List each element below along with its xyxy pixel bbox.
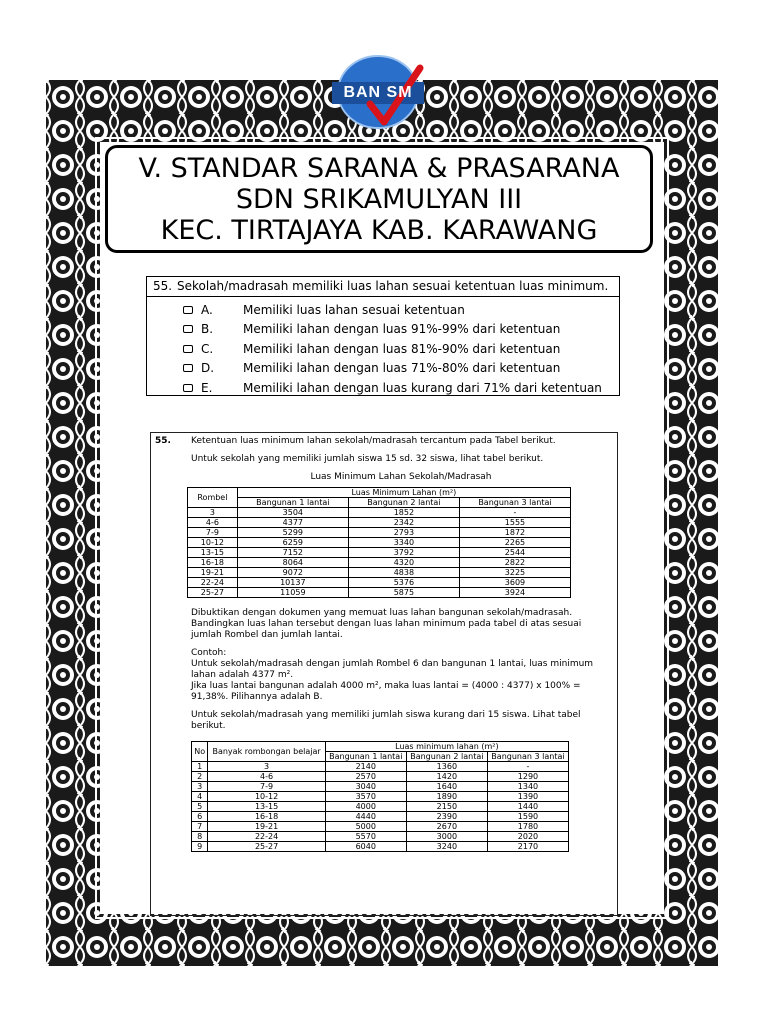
table-cell: 5 [192, 802, 208, 812]
table-cell: 25-27 [208, 842, 325, 852]
table-cell: 2140 [325, 762, 406, 772]
table-cell: 3040 [325, 782, 406, 792]
table-cell: 1360 [406, 762, 487, 772]
reference-paragraph-2: Untuk sekolah yang memiliki jumlah siswa 15 sd. 32 siswa, lihat tabel berikut. [191, 454, 544, 464]
title-line-3: KEC. TIRTAJAYA KAB. KARAWANG [160, 214, 598, 246]
option-b[interactable] [183, 320, 619, 340]
table-cell: 1 [192, 762, 208, 772]
table-cell: 1852 [348, 508, 459, 518]
title-line-1: V. STANDAR SARANA & PRASARANA [138, 152, 620, 184]
table-cell: 4-6 [208, 772, 325, 782]
example-text-2: Jika luas lantai bangunan adalah 4000 m², maka luas lantai = (4000 : 4377) x 100% = 91,38%. Pilihannya adalah B. [191, 681, 581, 702]
table-cell: 1590 [487, 812, 568, 822]
table-cell: 1440 [487, 802, 568, 812]
table-cell: 1420 [406, 772, 487, 782]
table-2-rombel-header: Banyak rombongan belajar [208, 742, 325, 762]
option-text: Memiliki luas lahan sesuai ketentuan [243, 302, 465, 317]
option-e[interactable] [183, 378, 619, 398]
table-cell: 5570 [325, 832, 406, 842]
table-cell: 8064 [237, 558, 348, 568]
table-cell: 10137 [237, 578, 348, 588]
checkbox-icon[interactable] [183, 325, 193, 333]
table-cell: 22-24 [188, 578, 238, 588]
table-cell: 2 [192, 772, 208, 782]
table-cell: 6259 [237, 538, 348, 548]
table-cell: 1555 [459, 518, 570, 528]
table-cell: - [459, 508, 570, 518]
table-row [192, 792, 569, 802]
table-cell: 5000 [325, 822, 406, 832]
reference-row [155, 608, 611, 739]
table-cell: 2822 [459, 558, 570, 568]
table-row [188, 568, 571, 578]
table-cell: 3609 [459, 578, 570, 588]
table-cell: 2570 [325, 772, 406, 782]
table-cell: 3000 [406, 832, 487, 842]
table-cell: 1890 [406, 792, 487, 802]
example-text-1: Untuk sekolah/madrasah dengan jumlah Rombel 6 dan bangunan 1 lantai, luas minimum lahan adalah 4377 m². [191, 659, 594, 680]
checkbox-icon[interactable] [183, 384, 193, 392]
table-1 [187, 487, 571, 598]
option-letter: D. [201, 361, 215, 376]
table-cell: 7-9 [188, 528, 238, 538]
table-cell: 7152 [237, 548, 348, 558]
table-row [192, 822, 569, 832]
option-d[interactable] [183, 359, 619, 379]
table-row [192, 782, 569, 792]
table-cell: 2150 [406, 802, 487, 812]
table-cell: 19-21 [208, 822, 325, 832]
table-cell: 3 [192, 782, 208, 792]
table-cell: 13-15 [208, 802, 325, 812]
table-cell: 1390 [487, 792, 568, 802]
table-row [192, 832, 569, 842]
checkbox-icon[interactable] [183, 345, 193, 353]
table-cell: 1340 [487, 782, 568, 792]
option-letter: B. [201, 322, 214, 337]
reference-body [191, 436, 611, 487]
table-1-col-header: Bangunan 2 lantai [348, 498, 459, 508]
option-letter: E. [201, 380, 213, 395]
option-text: Memiliki lahan dengan luas kurang dari 71% dari ketentuan [243, 380, 602, 395]
table-cell: 5875 [348, 588, 459, 598]
table-cell: 4320 [348, 558, 459, 568]
table-2-col-header: Bangunan 1 lantai [325, 752, 406, 762]
table-cell: 9 [192, 842, 208, 852]
table-cell: 4440 [325, 812, 406, 822]
table-cell: 1780 [487, 822, 568, 832]
table-row [188, 588, 571, 598]
table-cell: 5376 [348, 578, 459, 588]
table-row [188, 578, 571, 588]
table-2 [191, 741, 569, 852]
table-cell: 2544 [459, 548, 570, 558]
table-cell: 2390 [406, 812, 487, 822]
table-cell: 5299 [237, 528, 348, 538]
table-cell: 4377 [237, 518, 348, 528]
reference-paragraph-1: Ketentuan luas minimum lahan sekolah/madrasah tercantum pada Tabel berikut. [191, 436, 556, 446]
option-text: Memiliki lahan dengan luas 91%-99% dari ketentuan [243, 322, 561, 337]
table-row [192, 772, 569, 782]
table-cell: 13-15 [188, 548, 238, 558]
reference-body [191, 608, 611, 739]
question-box [146, 276, 620, 396]
table-cell: 1290 [487, 772, 568, 782]
question-text: Sekolah/madrasah memiliki luas lahan sesuai ketentuan luas minimum. [177, 279, 609, 293]
table-cell: 4838 [348, 568, 459, 578]
checkbox-icon[interactable] [183, 364, 193, 372]
question-number: 55. [153, 279, 173, 293]
table-row [188, 548, 571, 558]
table-2-col-header: Bangunan 3 lantai [487, 752, 568, 762]
table-cell: 9072 [237, 568, 348, 578]
table-cell: 3504 [237, 508, 348, 518]
table-cell: 3240 [406, 842, 487, 852]
logo-text: BAN SM [343, 84, 413, 101]
table-row [188, 538, 571, 548]
reference-paragraph-3: Dibuktikan dengan dokumen yang memuat luas lahan bangunan sekolah/madrasah. Bandingkan luas lahan tersebut dengan luas lahan minimum pada tabel di atas sesuai jumlah Rombel dan jumlah lantai. [191, 608, 582, 640]
table-cell: 8 [192, 832, 208, 842]
table-cell: 10-12 [208, 792, 325, 802]
table-cell: - [487, 762, 568, 772]
reference-paragraph-4: Untuk sekolah/madrasah yang memiliki jumlah siswa kurang dari 15 siswa. Lihat tabel berikut. [191, 710, 581, 731]
option-letter: A. [201, 302, 213, 317]
checkbox-icon[interactable] [183, 306, 193, 314]
spacer [155, 608, 191, 739]
table-cell: 2670 [406, 822, 487, 832]
table-1-col-header: Bangunan 1 lantai [237, 498, 348, 508]
option-a[interactable] [183, 300, 619, 320]
table-1-body [188, 508, 571, 598]
option-text: Memiliki lahan dengan luas 71%-80% dari ketentuan [243, 361, 561, 376]
table-row [188, 508, 571, 518]
table-cell: 11059 [237, 588, 348, 598]
table-2-col-header: Bangunan 2 lantai [406, 752, 487, 762]
option-text: Memiliki lahan dengan luas 81%-90% dari ketentuan [243, 341, 561, 356]
table-row [188, 528, 571, 538]
reference-number: 55. [155, 436, 171, 446]
reference-guide [150, 432, 618, 916]
table-cell: 3 [208, 762, 325, 772]
table-1-col-header: Bangunan 3 lantai [459, 498, 570, 508]
table-cell: 3225 [459, 568, 570, 578]
option-letter: C. [201, 341, 214, 356]
table-cell: 7-9 [208, 782, 325, 792]
option-c[interactable] [183, 339, 619, 359]
table-cell: 25-27 [188, 588, 238, 598]
table-cell: 2342 [348, 518, 459, 528]
table-1-caption: Luas Minimum Lahan Sekolah/Madrasah [310, 472, 492, 482]
table-row [188, 558, 571, 568]
question-header [147, 277, 619, 297]
table-2-body [192, 762, 569, 852]
table-cell: 3340 [348, 538, 459, 548]
question-options [147, 297, 619, 398]
table-2-no-header: No [192, 742, 208, 762]
table-cell: 19-21 [188, 568, 238, 578]
table-row [192, 842, 569, 852]
table-cell: 1640 [406, 782, 487, 792]
table-cell: 7 [192, 822, 208, 832]
table-cell: 4 [192, 792, 208, 802]
table-cell: 6 [192, 812, 208, 822]
table-cell: 4-6 [188, 518, 238, 528]
table-cell: 2020 [487, 832, 568, 842]
table-row [192, 812, 569, 822]
title-box [105, 145, 653, 253]
table-cell: 16-18 [208, 812, 325, 822]
example-label: Contoh: [191, 648, 227, 658]
table-cell: 3924 [459, 588, 570, 598]
ban-sm-logo [330, 52, 426, 130]
table-cell: 6040 [325, 842, 406, 852]
table-cell: 3570 [325, 792, 406, 802]
table-2-group-header: Luas minimum lahan (m²) [325, 742, 568, 752]
table-cell: 16-18 [188, 558, 238, 568]
table-cell: 1872 [459, 528, 570, 538]
table-cell: 2170 [487, 842, 568, 852]
table-row [192, 802, 569, 812]
table-cell: 10-12 [188, 538, 238, 548]
table-1-group-header: Luas Minimum Lahan (m²) [237, 488, 570, 498]
table-row [188, 518, 571, 528]
table-cell: 2793 [348, 528, 459, 538]
reference-row [155, 436, 611, 487]
table-cell: 22-24 [208, 832, 325, 842]
table-row [192, 762, 569, 772]
table-cell: 2265 [459, 538, 570, 548]
table-cell: 3 [188, 508, 238, 518]
table-cell: 3792 [348, 548, 459, 558]
table-1-rombel-header: Rombel [188, 488, 238, 508]
table-cell: 4000 [325, 802, 406, 812]
title-line-2: SDN SRIKAMULYAN III [235, 183, 523, 215]
